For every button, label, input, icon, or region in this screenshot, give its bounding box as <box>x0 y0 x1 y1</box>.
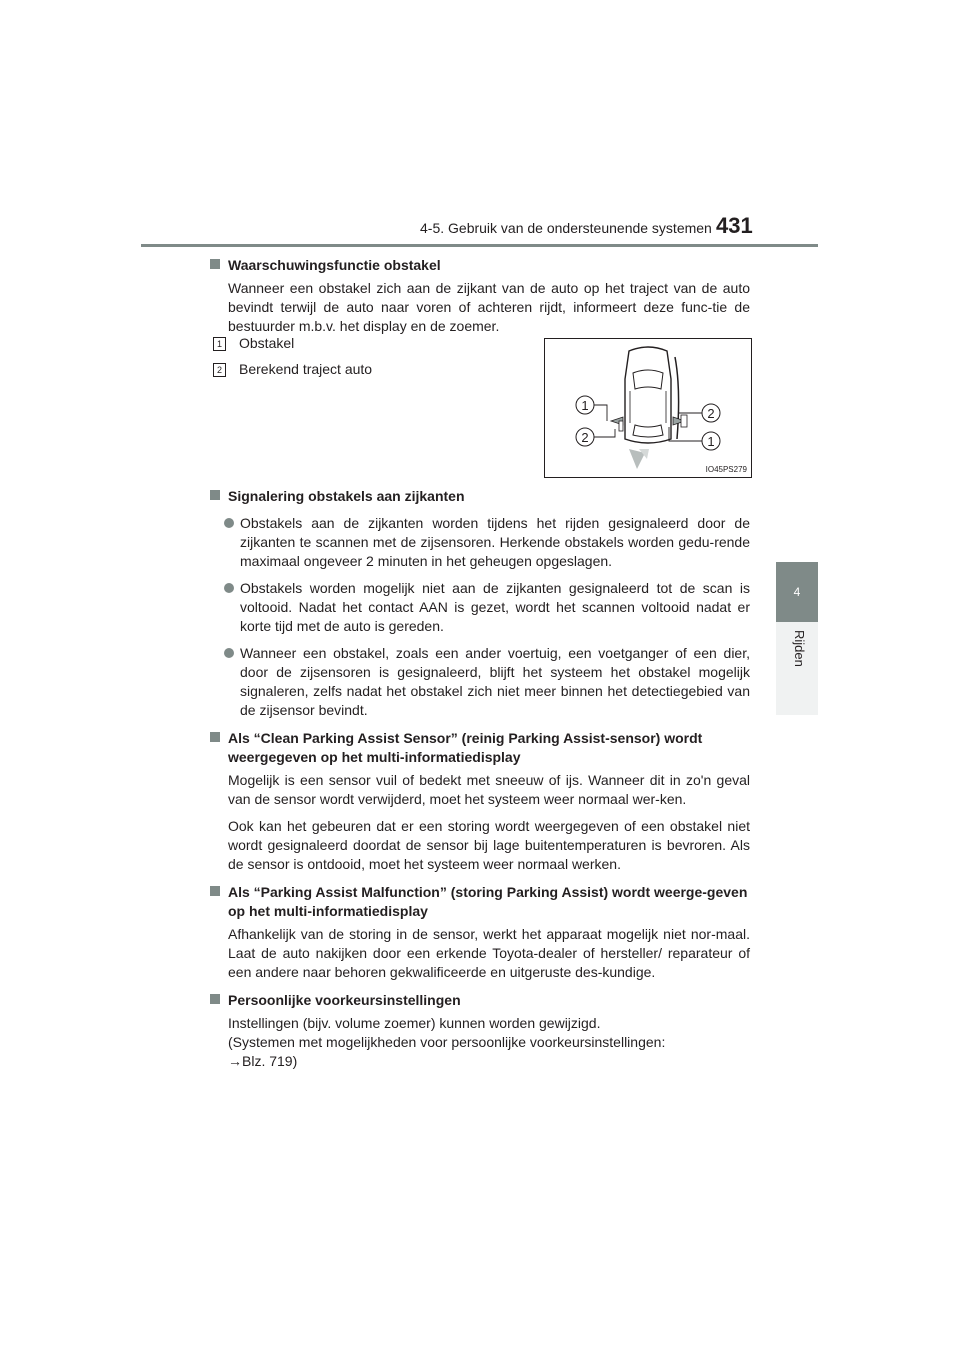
list-item: Obstakels aan de zijkanten worden tijdens het rijden gesignaleerd door de zijkanten te scannen met de zijsensoren. Herkende obstakels worden gedu-rende maximaal ongeveer 2 minuten in het geheugen opgeslagen. <box>210 514 750 571</box>
page-header-title: 4-5. Gebruik van de ondersteunende systemen <box>420 220 712 236</box>
callout-number-box: 2 <box>213 363 226 377</box>
paragraph: Mogelijk is een sensor vuil of bedekt met sneeuw of ijs. Wanneer dit in zo'n geval van de sensor wordt verwijderd, moet het systeem weer normaal wer-ken. <box>228 772 750 807</box>
section-heading: Als “Parking Assist Malfunction” (storing Parking Assist) wordt weerge-geven op het multi-informatiedisplay <box>210 883 750 921</box>
callout-number: 2 <box>581 430 589 445</box>
callout-number-box: 1 <box>213 337 226 351</box>
page-number: 431 <box>716 213 753 238</box>
paragraph: Ook kan het gebeuren dat er een storing wordt weergegeven of een obstakel niet wordt gesignaleerd doordat de sensor bij lage buitentemperaturen is bevroren. Als de sensor is ontdooid, moet het systeem weer normaal werken. <box>228 818 750 872</box>
cross-reference: →Blz. 719) <box>228 1053 298 1069</box>
square-bullet-icon <box>210 259 220 269</box>
callout-number: 1 <box>581 398 589 413</box>
round-bullet-icon <box>224 648 234 658</box>
list-item: Obstakels worden mogelijk niet aan de zijkanten gesignaleerd tot de scan is voltooid. Nadat het contact AAN is gezet, wordt het scannen voltooid nadat er korte tijd met de auto is gereden. <box>210 579 750 636</box>
section-heading: Als “Clean Parking Assist Sensor” (reinig Parking Assist-sensor) wordt weergegeven op het multi-informatiedisplay <box>210 729 750 767</box>
legend-label: Obstakel <box>239 335 295 351</box>
paragraph: Wanneer een obstakel zich aan de zijkant van de auto op het traject van de auto bevindt terwijl de auto naar voren of achteren rijdt, informeert deze func-tie de bestuurder m.b.v. het display en de zoemer. <box>228 280 750 334</box>
chapter-tab-label: Rijden <box>792 630 807 667</box>
square-bullet-icon <box>210 732 220 742</box>
section-heading: Persoonlijke voorkeursinstellingen <box>210 991 750 1010</box>
page-body <box>210 256 750 1071</box>
square-bullet-icon <box>210 886 220 896</box>
chapter-tab-number: 4 <box>776 562 818 622</box>
header-divider <box>141 244 818 247</box>
paragraph: Afhankelijk van de storing in de sensor, werkt het apparaat mogelijk niet nor-maal. Laat de auto nakijken door een erkende Toyota-dealer of hersteller/ reparateur of een andere naar behoren gekwalificeerde en uitgeruste des-kundige. <box>228 926 750 980</box>
paragraph: Instellingen (bijv. volume zoemer) kunnen worden gewijzigd. <box>228 1015 601 1031</box>
square-bullet-icon <box>210 994 220 1004</box>
round-bullet-icon <box>224 583 234 593</box>
figure-id: IO45PS279 <box>705 465 747 474</box>
section-heading: Signalering obstakels aan zijkanten <box>210 487 750 506</box>
section-heading: Waarschuwingsfunctie obstakel <box>210 256 750 275</box>
legend-label: Berekend traject auto <box>239 361 373 377</box>
list-item: Wanneer een obstakel, zoals een ander voertuig, een voetganger of een dier, door de zijsensoren is gesignaleerd, blijft het systeem het obstakel mogelijk signaleren, zelfs nadat het obstakel zich niet meer binnen het detectiegebied van de zijsensor bevindt. <box>210 644 750 720</box>
callout-number: 1 <box>707 434 715 449</box>
square-bullet-icon <box>210 490 220 500</box>
callout-number: 2 <box>707 406 715 421</box>
paragraph: (Systemen met mogelijkheden voor persoonlijke voorkeursinstellingen: <box>228 1034 666 1050</box>
figure-spacer <box>210 336 750 478</box>
round-bullet-icon <box>224 518 234 528</box>
